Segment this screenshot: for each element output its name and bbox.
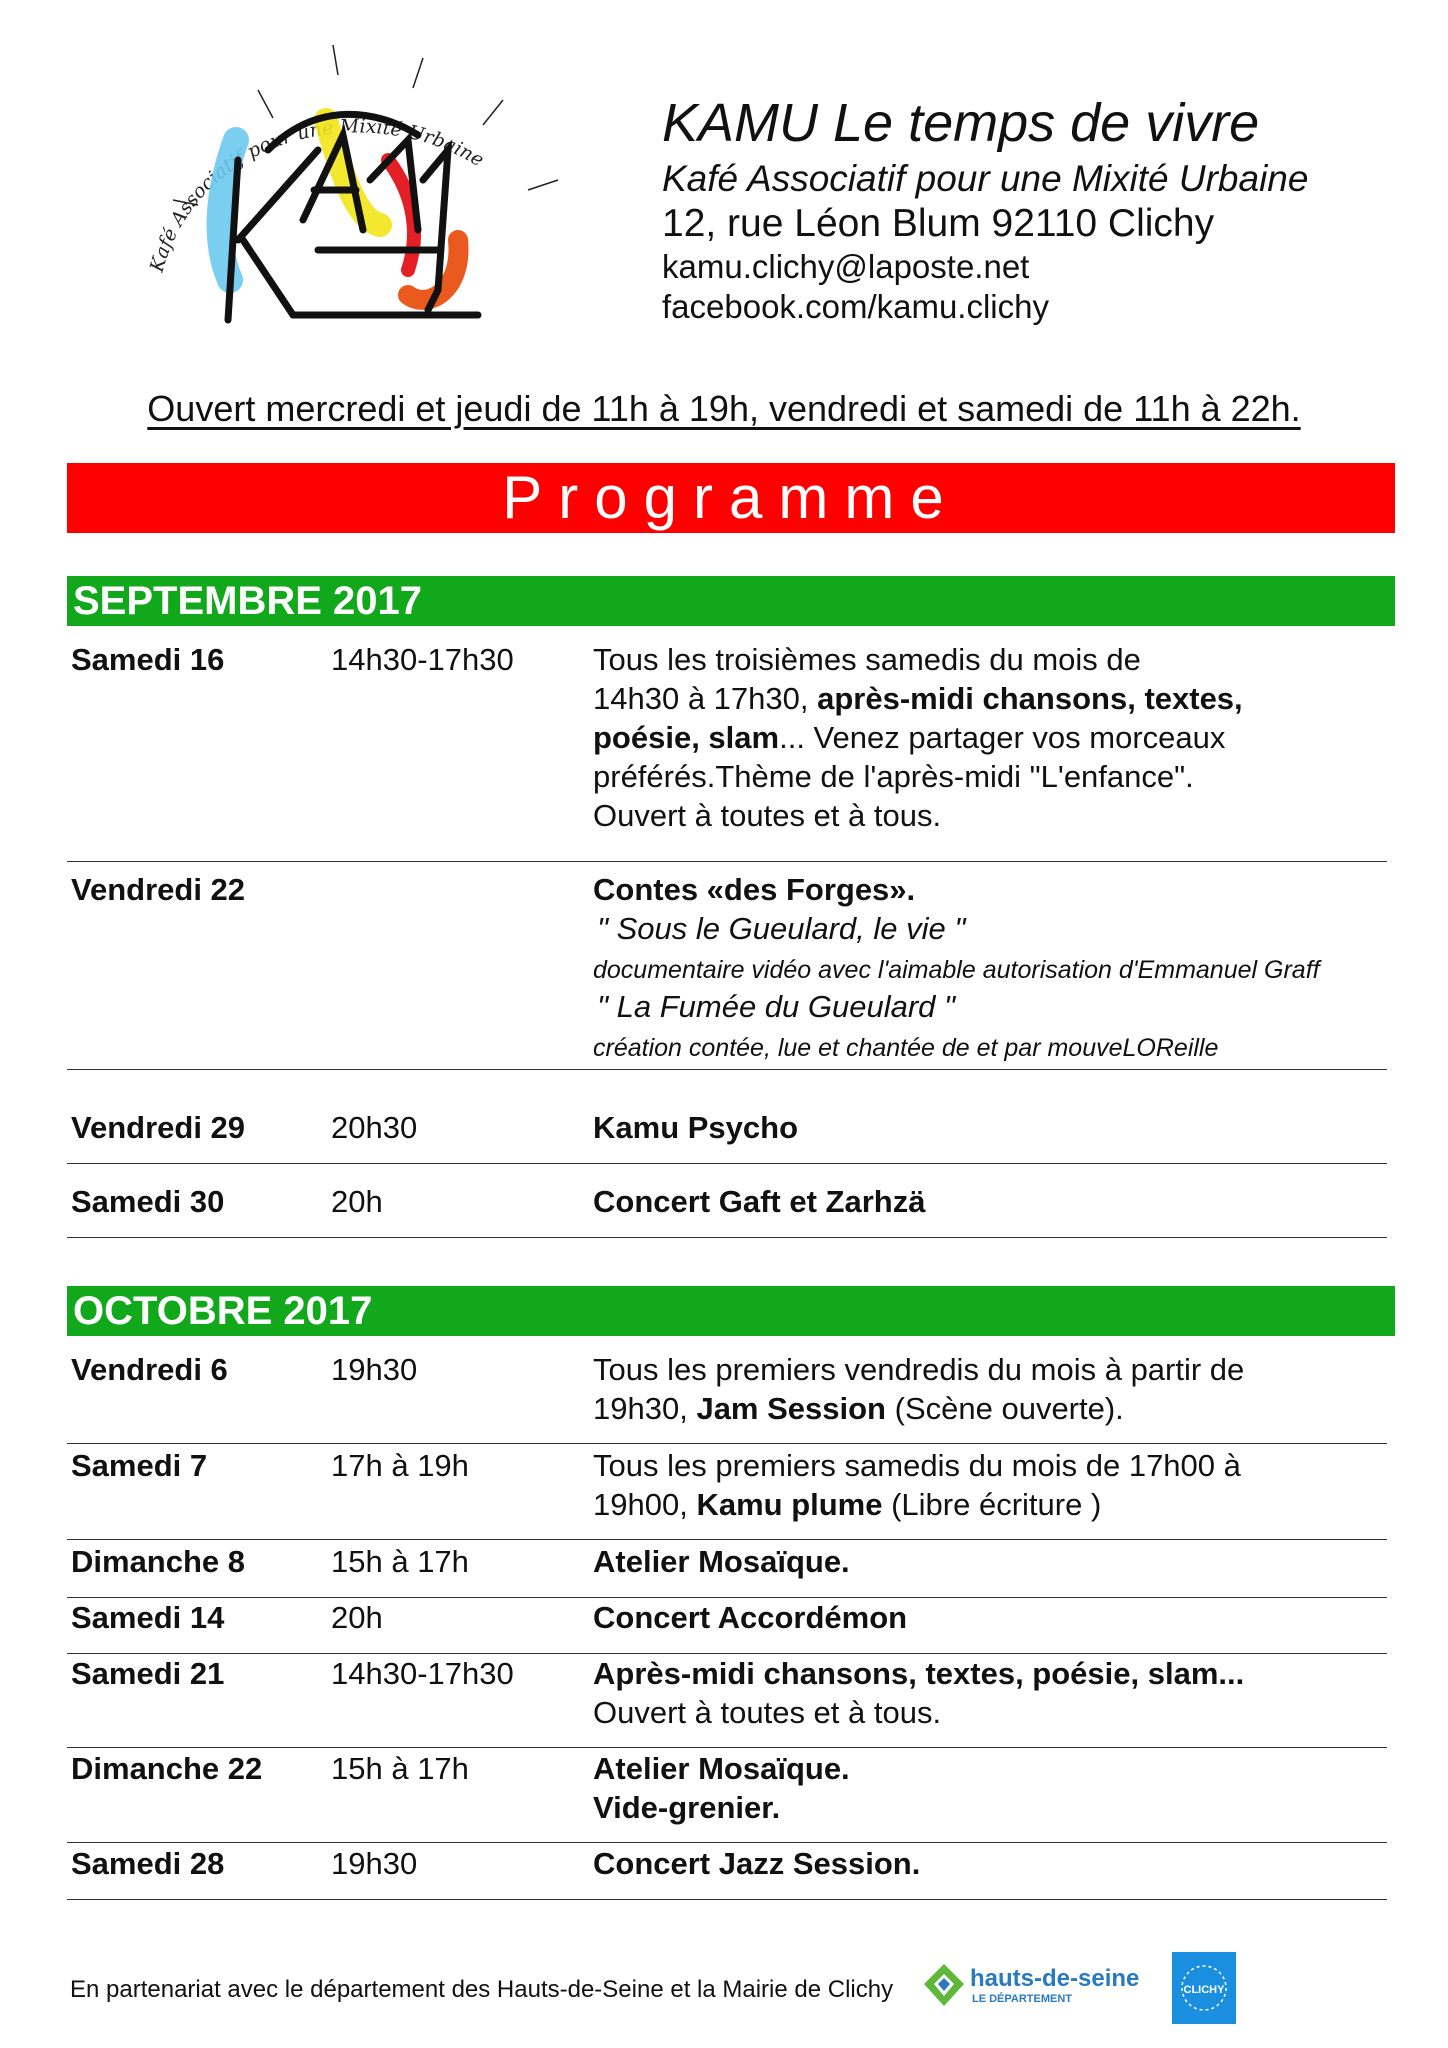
event-day: Samedi 14 [71,1600,225,1635]
event-time: 17h à 19h [331,1448,469,1483]
hauts-de-seine-logo [924,1962,1144,2010]
event-time: 19h30 [331,1352,418,1387]
month-header-october: OCTOBRE 2017 [67,1286,1395,1336]
email-link[interactable]: kamu.clichy@laposte.net [662,248,1030,285]
event-description [593,1654,1393,1732]
event-day: Samedi 16 [71,642,225,677]
event-row [67,1542,1387,1598]
programme-banner: Programme [67,463,1395,533]
event-day: Dimanche 22 [71,1751,263,1786]
event-time: 14h30-17h30 [331,642,514,677]
page-title: KAMU Le temps de vivre [662,93,1260,153]
event-row [67,870,1387,1070]
desc-highlight: après-midi chansons, textes, [817,681,1243,716]
event-time: 14h30-17h30 [331,1656,514,1691]
event-description [593,1542,1393,1581]
logo-arc-text: Kafé Associatif pour une Mixité Urbaine [145,115,488,275]
partnership-text: En partenariat avec le département des Hauts-de-Seine et la Mairie de Clichy [70,1976,894,2003]
event-title: Vide-grenier. [593,1790,781,1825]
desc-text: Tous les troisièmes samedis du mois de [593,642,1141,677]
clichy-logo-text: CLICHY [1183,1984,1225,1996]
event-title: Concert Jazz Session. [593,1846,921,1881]
event-row [67,1182,1387,1238]
subtitle: Kafé Associatif pour une Mixité Urbaine [662,158,1309,199]
event-row [67,1749,1387,1843]
event-day: Vendredi 22 [71,872,246,907]
kamu-logo [118,40,598,350]
desc-text: 19h00, [593,1487,688,1522]
event-time: 20h30 [331,1110,418,1145]
desc-text: (Libre écriture ) [891,1487,1102,1522]
event-day: Vendredi 29 [71,1110,246,1145]
desc-highlight: Jam Session [696,1391,886,1426]
desc-text: Tous les premiers samedis du mois de 17h00 à [593,1448,1241,1483]
event-row [67,640,1387,862]
event-day: Samedi 28 [71,1846,225,1881]
event-title: Atelier Mosaïque. [593,1544,850,1579]
film-title: " La Fumée du Gueulard " [597,989,956,1024]
event-description [593,1182,1393,1221]
event-title: Kamu Psycho [593,1110,799,1145]
event-row [67,1598,1387,1654]
event-description [593,1350,1393,1428]
event-day: Dimanche 8 [71,1544,246,1579]
event-row [67,1350,1387,1444]
month-header-september: SEPTEMBRE 2017 [67,576,1395,626]
event-description [593,1749,1393,1827]
event-time: 20h [331,1184,383,1219]
facebook-link[interactable]: facebook.com/kamu.clichy [662,288,1049,325]
event-title: Après-midi chansons, textes, poésie, slam... [593,1656,1245,1691]
desc-text: préférés.Thème de l'après-midi "L'enfance". [593,759,1194,794]
event-description [593,1108,1393,1147]
event-time: 15h à 17h [331,1751,469,1786]
event-time: 19h30 [331,1846,418,1881]
event-day: Vendredi 6 [71,1352,228,1387]
event-description [593,1446,1393,1524]
desc-highlight: Kamu plume [696,1487,883,1522]
event-day: Samedi 30 [71,1184,225,1219]
event-title: Atelier Mosaïque. [593,1751,850,1786]
opening-hours: Ouvert mercredi et jeudi de 11h à 19h, vendredi et samedi de 11h à 22h. [147,388,1301,429]
desc-text: Ouvert à toutes et à tous. [593,1695,942,1730]
desc-text: Ouvert à toutes et à tous. [593,798,942,833]
film-note: documentaire vidéo avec l'aimable autorisation d'Emmanuel Graff [593,956,1320,984]
event-description [593,640,1393,835]
desc-text: 14h30 à 17h30, [593,681,809,716]
address: 12, rue Léon Blum 92110 Clichy [662,202,1215,245]
desc-text: Tous les premiers vendredis du mois à partir de [593,1352,1245,1387]
desc-text: (Scène ouverte). [894,1391,1124,1426]
event-day: Samedi 7 [71,1448,208,1483]
event-row [67,1446,1387,1540]
event-description [593,1844,1393,1883]
hds-name: hauts-de-seine [970,1965,1140,1992]
event-title: Concert Accordémon [593,1600,908,1635]
event-description [593,870,1393,1065]
event-row [67,1844,1387,1900]
event-description [593,1598,1393,1637]
desc-highlight: poésie, slam [593,720,780,755]
hds-subtitle: LE DÉPARTEMENT [972,1993,1073,2005]
event-time: 20h [331,1600,383,1635]
event-day: Samedi 21 [71,1656,225,1691]
event-title: Contes «des Forges». [593,872,916,907]
event-title: Concert Gaft et Zarhzä [593,1184,926,1219]
event-row [67,1654,1387,1748]
film-note: création contée, lue et chantée de et par mouveLOReille [593,1034,1219,1062]
clichy-logo [1172,1952,1236,2024]
event-time: 15h à 17h [331,1544,469,1579]
film-title: " Sous le Gueulard, le vie " [597,911,966,946]
event-row [67,1108,1387,1164]
desc-text: ... Venez partager vos morceaux [779,720,1226,755]
desc-text: 19h30, [593,1391,688,1426]
